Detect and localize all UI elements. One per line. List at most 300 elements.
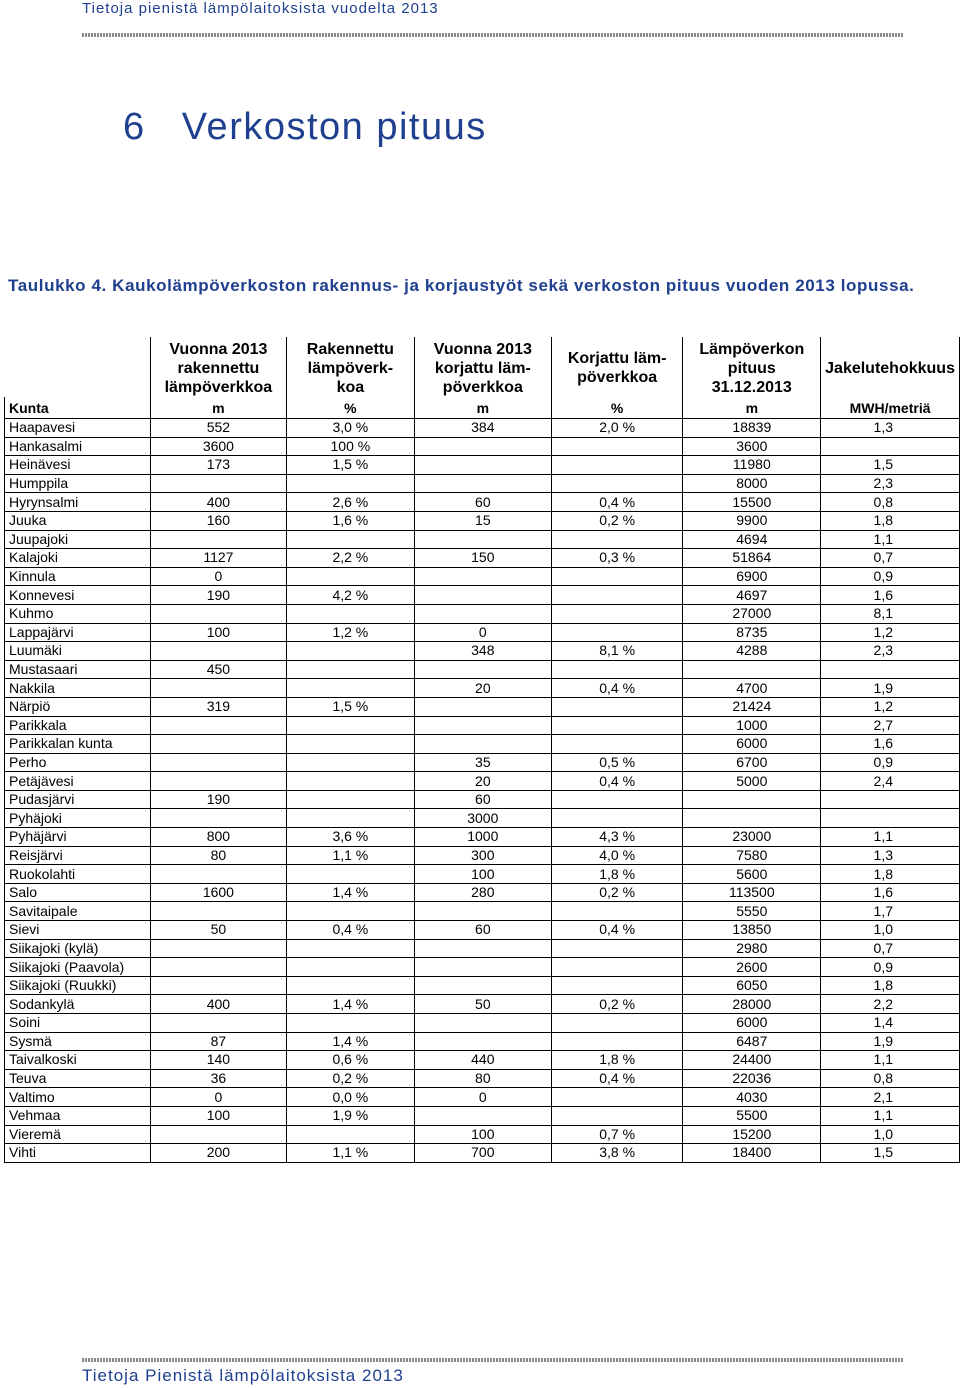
- column-header-line: Korjattu läm-: [567, 350, 667, 367]
- table-row: [5, 437, 960, 456]
- repaired-pct-cell: [551, 716, 683, 735]
- municipality-cell: Mustasaari: [5, 660, 151, 679]
- network-length-cell: 3600: [683, 437, 821, 456]
- network-length-cell: 4288: [683, 642, 821, 661]
- table-header: [5, 337, 960, 419]
- municipality-cell: Humppila: [5, 474, 151, 493]
- municipality-cell: Luumäki: [5, 642, 151, 661]
- municipality-cell: Vihti: [5, 1144, 151, 1163]
- footer-divider: [82, 1358, 904, 1362]
- column-header-line: Rakennettu: [306, 340, 394, 358]
- municipality-cell: Vieremä: [5, 1125, 151, 1144]
- network-length-cell: 4697: [683, 586, 821, 605]
- distribution-efficiency-cell: 2,7: [821, 716, 960, 735]
- repaired-m-cell: 348: [414, 642, 551, 661]
- repaired-pct-cell: [551, 437, 683, 456]
- network-length-table: [4, 337, 960, 1163]
- table-row: [5, 753, 960, 772]
- repaired-pct-cell: 2,0 %: [551, 419, 683, 438]
- built-m-cell: 319: [150, 697, 286, 716]
- column-header-line: Vuonna 2013: [169, 340, 268, 358]
- distribution-efficiency-cell: 1,0: [821, 1125, 960, 1144]
- network-length-cell: 18839: [683, 419, 821, 438]
- built-m-cell: [150, 976, 286, 995]
- header-row: [5, 337, 960, 397]
- built-m-cell: 1127: [150, 549, 286, 568]
- column-header-line: Lämpöverkon: [699, 340, 805, 358]
- municipality-cell: Petäjävesi: [5, 772, 151, 791]
- built-m-cell: 0: [150, 1088, 286, 1107]
- built-m-cell: 200: [150, 1144, 286, 1163]
- distribution-efficiency-cell: [821, 809, 960, 828]
- network-length-cell: 6487: [683, 1032, 821, 1051]
- network-length-cell: 51864: [683, 549, 821, 568]
- unit-header: m: [683, 397, 821, 419]
- built-pct-cell: [286, 790, 414, 809]
- built-pct-cell: 1,4 %: [286, 883, 414, 902]
- network-length-cell: 4030: [683, 1088, 821, 1107]
- table-row: [5, 660, 960, 679]
- built-m-cell: 140: [150, 1051, 286, 1070]
- table-row: [5, 511, 960, 530]
- built-m-cell: [150, 958, 286, 977]
- repaired-m-cell: [414, 902, 551, 921]
- repaired-m-cell: 440: [414, 1051, 551, 1070]
- built-m-cell: [150, 1014, 286, 1033]
- repaired-m-cell: 1000: [414, 828, 551, 847]
- repaired-m-cell: 700: [414, 1144, 551, 1163]
- municipality-cell: Pudasjärvi: [5, 790, 151, 809]
- repaired-pct-cell: 0,4 %: [551, 1069, 683, 1088]
- repaired-pct-cell: 0,2 %: [551, 995, 683, 1014]
- built-m-cell: 1600: [150, 883, 286, 902]
- built-pct-cell: 3,0 %: [286, 419, 414, 438]
- built-m-cell: 173: [150, 456, 286, 475]
- built-m-cell: 190: [150, 790, 286, 809]
- repaired-pct-cell: 4,3 %: [551, 828, 683, 847]
- table-row: [5, 493, 960, 512]
- repaired-m-cell: [414, 697, 551, 716]
- repaired-pct-cell: 1,8 %: [551, 865, 683, 884]
- table-row: [5, 716, 960, 735]
- municipality-cell: Taivalkoski: [5, 1051, 151, 1070]
- repaired-m-cell: 100: [414, 1125, 551, 1144]
- municipality-cell: Vehmaa: [5, 1106, 151, 1125]
- built-m-cell: [150, 1125, 286, 1144]
- column-header: [683, 337, 821, 397]
- repaired-pct-cell: 0,2 %: [551, 883, 683, 902]
- municipality-cell: Sodankylä: [5, 995, 151, 1014]
- municipality-cell: Lappajärvi: [5, 623, 151, 642]
- table-row: [5, 939, 960, 958]
- built-pct-cell: 1,1 %: [286, 846, 414, 865]
- distribution-efficiency-cell: 1,3: [821, 846, 960, 865]
- table-row: [5, 474, 960, 493]
- table-row: [5, 772, 960, 791]
- built-pct-cell: [286, 1125, 414, 1144]
- distribution-efficiency-cell: 1,2: [821, 623, 960, 642]
- repaired-pct-cell: 0,4 %: [551, 493, 683, 512]
- table-row: [5, 697, 960, 716]
- built-m-cell: [150, 679, 286, 698]
- built-pct-cell: 1,9 %: [286, 1106, 414, 1125]
- repaired-pct-cell: [551, 623, 683, 642]
- network-length-cell: 22036: [683, 1069, 821, 1088]
- repaired-m-cell: 3000: [414, 809, 551, 828]
- column-header-line: pöverkkoa: [577, 369, 658, 386]
- repaired-pct-cell: [551, 809, 683, 828]
- table-row: [5, 1125, 960, 1144]
- table-row: [5, 1014, 960, 1033]
- built-pct-cell: 100 %: [286, 437, 414, 456]
- repaired-m-cell: [414, 437, 551, 456]
- repaired-pct-cell: [551, 902, 683, 921]
- distribution-efficiency-cell: 2,2: [821, 995, 960, 1014]
- municipality-cell: Valtimo: [5, 1088, 151, 1107]
- network-length-cell: 6700: [683, 753, 821, 772]
- built-m-cell: 0: [150, 567, 286, 586]
- municipality-cell: Juuka: [5, 511, 151, 530]
- repaired-pct-cell: 0,3 %: [551, 549, 683, 568]
- built-pct-cell: 3,6 %: [286, 828, 414, 847]
- repaired-m-cell: 0: [414, 623, 551, 642]
- municipality-cell: Pyhäjoki: [5, 809, 151, 828]
- repaired-pct-cell: [551, 735, 683, 754]
- built-pct-cell: [286, 716, 414, 735]
- network-length-cell: 5550: [683, 902, 821, 921]
- table-row: [5, 549, 960, 568]
- built-pct-cell: [286, 958, 414, 977]
- repaired-pct-cell: 0,4 %: [551, 772, 683, 791]
- repaired-m-cell: 60: [414, 921, 551, 940]
- distribution-efficiency-cell: 1,1: [821, 1106, 960, 1125]
- built-pct-cell: [286, 530, 414, 549]
- built-pct-cell: [286, 865, 414, 884]
- network-length-cell: 2600: [683, 958, 821, 977]
- municipality-cell: Juupajoki: [5, 530, 151, 549]
- unit-header: m: [150, 397, 286, 419]
- built-pct-cell: 1,1 %: [286, 1144, 414, 1163]
- repaired-m-cell: 150: [414, 549, 551, 568]
- network-length-cell: [683, 790, 821, 809]
- column-header-line: pituus: [727, 359, 776, 377]
- running-header: Tietoja pienistä lämpölaitoksista vuodelta 2013: [82, 0, 439, 17]
- table-row: [5, 604, 960, 623]
- built-m-cell: [150, 474, 286, 493]
- repaired-pct-cell: [551, 976, 683, 995]
- distribution-efficiency-cell: 0,9: [821, 958, 960, 977]
- built-m-cell: 160: [150, 511, 286, 530]
- repaired-m-cell: 15: [414, 511, 551, 530]
- repaired-pct-cell: [551, 1088, 683, 1107]
- column-header: [414, 337, 551, 397]
- built-pct-cell: 0,4 %: [286, 921, 414, 940]
- repaired-m-cell: 280: [414, 883, 551, 902]
- distribution-efficiency-cell: 1,5: [821, 1144, 960, 1163]
- unit-header: %: [286, 397, 414, 419]
- network-length-cell: [683, 809, 821, 828]
- distribution-efficiency-cell: 0,9: [821, 567, 960, 586]
- built-pct-cell: [286, 474, 414, 493]
- repaired-m-cell: [414, 1032, 551, 1051]
- built-m-cell: 36: [150, 1069, 286, 1088]
- built-pct-cell: [286, 567, 414, 586]
- table-row: [5, 828, 960, 847]
- repaired-pct-cell: [551, 697, 683, 716]
- built-pct-cell: [286, 902, 414, 921]
- repaired-m-cell: [414, 735, 551, 754]
- municipality-cell: Parikkala: [5, 716, 151, 735]
- built-m-cell: 190: [150, 586, 286, 605]
- municipality-cell: Parikkalan kunta: [5, 735, 151, 754]
- built-pct-cell: [286, 604, 414, 623]
- repaired-pct-cell: [551, 1106, 683, 1125]
- network-length-cell: 7580: [683, 846, 821, 865]
- network-length-cell: 23000: [683, 828, 821, 847]
- table-row: [5, 976, 960, 995]
- network-length-cell: 8735: [683, 623, 821, 642]
- repaired-pct-cell: 0,5 %: [551, 753, 683, 772]
- repaired-m-cell: 80: [414, 1069, 551, 1088]
- repaired-pct-cell: [551, 456, 683, 475]
- distribution-efficiency-cell: 8,1: [821, 604, 960, 623]
- built-m-cell: 552: [150, 419, 286, 438]
- repaired-m-cell: [414, 1106, 551, 1125]
- built-m-cell: 400: [150, 995, 286, 1014]
- network-length-cell: 2980: [683, 939, 821, 958]
- network-length-cell: [683, 660, 821, 679]
- municipality-cell: Savitaipale: [5, 902, 151, 921]
- municipality-cell: Konnevesi: [5, 586, 151, 605]
- network-length-cell: 15500: [683, 493, 821, 512]
- built-pct-cell: [286, 753, 414, 772]
- repaired-m-cell: [414, 976, 551, 995]
- built-pct-cell: 0,0 %: [286, 1088, 414, 1107]
- network-length-cell: 6000: [683, 735, 821, 754]
- built-m-cell: 450: [150, 660, 286, 679]
- repaired-pct-cell: [551, 474, 683, 493]
- repaired-pct-cell: [551, 790, 683, 809]
- table-row: [5, 921, 960, 940]
- municipality-cell: Haapavesi: [5, 419, 151, 438]
- network-length-cell: 4700: [683, 679, 821, 698]
- network-length-cell: 28000: [683, 995, 821, 1014]
- table-row: [5, 790, 960, 809]
- repaired-pct-cell: 4,0 %: [551, 846, 683, 865]
- repaired-pct-cell: [551, 530, 683, 549]
- table-row: [5, 883, 960, 902]
- repaired-m-cell: [414, 716, 551, 735]
- municipality-cell: Närpiö: [5, 697, 151, 716]
- repaired-m-cell: [414, 567, 551, 586]
- table-row: [5, 456, 960, 475]
- municipality-cell: Ruokolahti: [5, 865, 151, 884]
- column-header: [551, 337, 683, 397]
- table-row: [5, 586, 960, 605]
- built-m-cell: 87: [150, 1032, 286, 1051]
- repaired-pct-cell: [551, 604, 683, 623]
- table-row: [5, 902, 960, 921]
- built-pct-cell: 1,5 %: [286, 697, 414, 716]
- distribution-efficiency-cell: 0,8: [821, 1069, 960, 1088]
- municipality-cell: Nakkila: [5, 679, 151, 698]
- built-m-cell: [150, 530, 286, 549]
- repaired-m-cell: [414, 660, 551, 679]
- distribution-efficiency-cell: 1,5: [821, 456, 960, 475]
- column-header: [286, 337, 414, 397]
- built-m-cell: [150, 772, 286, 791]
- built-pct-cell: [286, 735, 414, 754]
- distribution-efficiency-cell: 0,9: [821, 753, 960, 772]
- built-pct-cell: 1,4 %: [286, 1032, 414, 1051]
- network-length-cell: 5000: [683, 772, 821, 791]
- table-caption: Taulukko 4. Kaukolämpöverkoston rakennus- ja korjaustyöt sekä verkoston pituus vuoden 2013 lopussa.: [8, 276, 915, 295]
- repaired-pct-cell: [551, 939, 683, 958]
- repaired-m-cell: [414, 530, 551, 549]
- repaired-pct-cell: 0,4 %: [551, 679, 683, 698]
- network-length-cell: 5500: [683, 1106, 821, 1125]
- repaired-m-cell: [414, 939, 551, 958]
- table-row: [5, 846, 960, 865]
- column-header: [821, 337, 960, 397]
- built-pct-cell: [286, 1014, 414, 1033]
- repaired-m-cell: [414, 456, 551, 475]
- column-header-line: lämpöverk-: [307, 359, 394, 377]
- municipality-cell: Kuhmo: [5, 604, 151, 623]
- distribution-efficiency-cell: 1,9: [821, 1032, 960, 1051]
- municipality-cell: Hankasalmi: [5, 437, 151, 456]
- municipality-cell: Sievi: [5, 921, 151, 940]
- repaired-m-cell: 100: [414, 865, 551, 884]
- built-m-cell: [150, 753, 286, 772]
- built-pct-cell: 1,4 %: [286, 995, 414, 1014]
- built-pct-cell: 2,2 %: [286, 549, 414, 568]
- built-pct-cell: 1,6 %: [286, 511, 414, 530]
- built-pct-cell: [286, 939, 414, 958]
- table-row: [5, 679, 960, 698]
- network-length-cell: 9900: [683, 511, 821, 530]
- built-pct-cell: [286, 976, 414, 995]
- built-m-cell: 3600: [150, 437, 286, 456]
- column-header: [5, 337, 151, 397]
- column-header-line: korjattu läm-: [434, 359, 531, 377]
- distribution-efficiency-cell: 1,8: [821, 511, 960, 530]
- municipality-cell: Siikajoki (Paavola): [5, 958, 151, 977]
- repaired-m-cell: 60: [414, 493, 551, 512]
- built-m-cell: [150, 735, 286, 754]
- distribution-efficiency-cell: 1,1: [821, 530, 960, 549]
- repaired-m-cell: [414, 474, 551, 493]
- unit-header: MWH/metriä: [821, 397, 960, 419]
- distribution-efficiency-cell: 0,8: [821, 493, 960, 512]
- table-row: [5, 1088, 960, 1107]
- municipality-cell: Salo: [5, 883, 151, 902]
- network-length-cell: 5600: [683, 865, 821, 884]
- table-row: [5, 1032, 960, 1051]
- unit-header: %: [551, 397, 683, 419]
- municipality-cell: Reisjärvi: [5, 846, 151, 865]
- repaired-pct-cell: 0,4 %: [551, 921, 683, 940]
- repaired-m-cell: [414, 586, 551, 605]
- distribution-efficiency-cell: 2,3: [821, 642, 960, 661]
- repaired-m-cell: 60: [414, 790, 551, 809]
- distribution-efficiency-cell: 0,7: [821, 549, 960, 568]
- repaired-m-cell: [414, 1014, 551, 1033]
- network-length-cell: 24400: [683, 1051, 821, 1070]
- built-m-cell: 400: [150, 493, 286, 512]
- distribution-efficiency-cell: 1,8: [821, 865, 960, 884]
- built-m-cell: 100: [150, 1106, 286, 1125]
- repaired-pct-cell: [551, 586, 683, 605]
- repaired-pct-cell: 0,7 %: [551, 1125, 683, 1144]
- table-row: [5, 642, 960, 661]
- distribution-efficiency-cell: [821, 660, 960, 679]
- network-length-cell: 21424: [683, 697, 821, 716]
- municipality-cell: Hyrynsalmi: [5, 493, 151, 512]
- distribution-efficiency-cell: 2,1: [821, 1088, 960, 1107]
- built-pct-cell: 0,6 %: [286, 1051, 414, 1070]
- distribution-efficiency-cell: [821, 790, 960, 809]
- table-row: [5, 1106, 960, 1125]
- distribution-efficiency-cell: 1,2: [821, 697, 960, 716]
- municipality-cell: Teuva: [5, 1069, 151, 1088]
- table-row: [5, 1051, 960, 1070]
- distribution-efficiency-cell: 1,0: [821, 921, 960, 940]
- municipality-cell: Pyhäjärvi: [5, 828, 151, 847]
- built-m-cell: [150, 902, 286, 921]
- table-row: [5, 623, 960, 642]
- column-header-line: Vuonna 2013: [433, 340, 532, 358]
- network-length-cell: 13850: [683, 921, 821, 940]
- distribution-efficiency-cell: 0,7: [821, 939, 960, 958]
- distribution-efficiency-cell: 2,4: [821, 772, 960, 791]
- built-pct-cell: [286, 679, 414, 698]
- municipality-cell: Kalajoki: [5, 549, 151, 568]
- built-m-cell: [150, 939, 286, 958]
- built-pct-cell: 0,2 %: [286, 1069, 414, 1088]
- network-length-cell: 113500: [683, 883, 821, 902]
- chapter-title: 6 Verkoston pituus: [123, 106, 487, 148]
- repaired-m-cell: 0: [414, 1088, 551, 1107]
- built-m-cell: [150, 716, 286, 735]
- table-row: [5, 419, 960, 438]
- built-pct-cell: 4,2 %: [286, 586, 414, 605]
- built-m-cell: 100: [150, 623, 286, 642]
- network-length-cell: 4694: [683, 530, 821, 549]
- built-m-cell: 800: [150, 828, 286, 847]
- network-length-cell: 8000: [683, 474, 821, 493]
- table-row: [5, 735, 960, 754]
- column-header-line: 31.12.2013: [711, 378, 792, 396]
- distribution-efficiency-cell: 1,6: [821, 586, 960, 605]
- municipality-cell: Perho: [5, 753, 151, 772]
- network-length-cell: 6000: [683, 1014, 821, 1033]
- table-row: [5, 958, 960, 977]
- distribution-efficiency-cell: 1,1: [821, 828, 960, 847]
- municipality-cell: Soini: [5, 1014, 151, 1033]
- repaired-m-cell: 20: [414, 772, 551, 791]
- municipality-column-header: Kunta: [5, 397, 151, 419]
- municipality-cell: Heinävesi: [5, 456, 151, 475]
- column-header-line: Jakelutehokkuus: [825, 359, 955, 377]
- network-length-cell: 18400: [683, 1144, 821, 1163]
- repaired-pct-cell: 8,1 %: [551, 642, 683, 661]
- distribution-efficiency-cell: 1,1: [821, 1051, 960, 1070]
- distribution-efficiency-cell: 1,8: [821, 976, 960, 995]
- built-pct-cell: 1,5 %: [286, 456, 414, 475]
- distribution-efficiency-cell: 2,3: [821, 474, 960, 493]
- built-m-cell: [150, 642, 286, 661]
